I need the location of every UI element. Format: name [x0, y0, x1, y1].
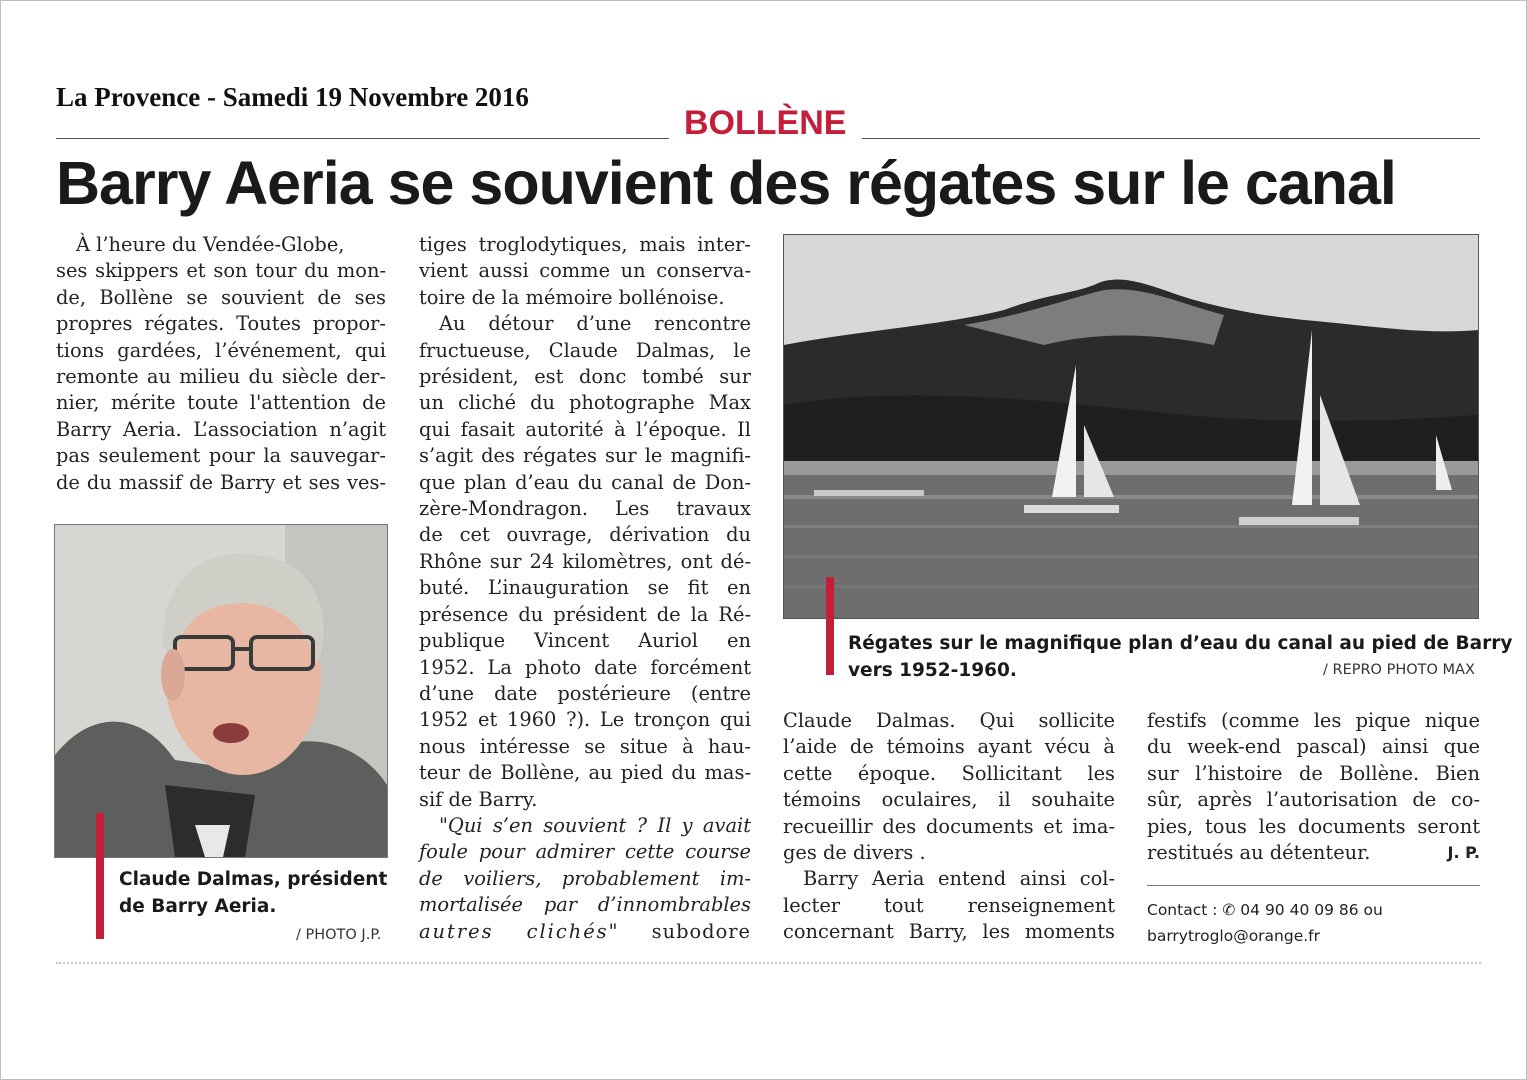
col2-line: toire de la mémoire bollénoise.	[419, 285, 725, 309]
col2-line: fructueuse, Claude Dalmas, le	[419, 338, 751, 362]
portrait-illustration	[55, 525, 387, 857]
photo-caption-line: vers 1952-1960.	[848, 660, 1017, 681]
col3-line: témoins oculaires, il souhaite	[783, 788, 1115, 812]
col3-line: cette époque. Sollicitant les	[783, 761, 1115, 785]
col2-line: publique Vincent Auriol en	[419, 629, 751, 653]
col2-quote-line: foule pour admirer cette course	[419, 840, 751, 864]
col2-line: que plan d’eau du canal de Don-	[419, 470, 751, 494]
column-3	[783, 708, 1115, 946]
col2-line: s’agit des régates sur le magnifi-	[419, 444, 751, 468]
col1-line: pas seulement pour la sauvegar-	[56, 444, 386, 468]
col2-line: de cet ouvrage, dérivation du	[419, 523, 751, 547]
column-1	[56, 232, 386, 496]
column-4	[1147, 708, 1480, 866]
col2-line: qui fasait autorité à l’époque. Il	[419, 417, 751, 441]
col2-line: nous intéresse se situe à hau-	[419, 734, 751, 758]
col2-quote-line: mortalisée par d’innombrables	[419, 893, 751, 917]
contact-email: barrytroglo@orange.fr	[1147, 927, 1321, 945]
col2-line: zère-Mondragon. Les travaux	[419, 497, 751, 521]
col2-line: tiges troglodytiques, mais inter-	[419, 233, 751, 256]
col4-line: restitués au détenteur.	[1147, 841, 1371, 865]
column-2	[419, 232, 751, 945]
col2-line: 1952 et 1960 ?). Le tronçon qui	[419, 708, 751, 732]
section-label: BOLLÈNE	[684, 104, 847, 142]
header-rule-right	[862, 138, 1480, 139]
portrait-credit: / PHOTO J.P.	[296, 927, 382, 943]
col1-line: tions gardées, l’événement, qui	[56, 338, 386, 362]
col2-line: Au détour d’une rencontre	[439, 312, 751, 336]
col3-line: concernant Barry, les moments	[783, 920, 1115, 944]
col2-line: vient aussi comme un conserva-	[419, 259, 751, 283]
col2-quote-end: autres clichés"	[419, 919, 620, 943]
col1-line: À l’heure du Vendée-Globe,	[76, 233, 345, 256]
col3-line: Claude Dalmas. Qui sollicite	[783, 709, 1115, 732]
col2-line: d’une date postérieure (entre	[419, 681, 751, 705]
bottom-dotted-rule	[56, 962, 1481, 966]
col3-line: ges de divers .	[783, 841, 926, 865]
col2-line: Rhône sur 24 kilomètres, ont dé-	[419, 549, 751, 573]
col4-line: festifs (comme les pique nique	[1147, 709, 1480, 732]
col4-line: sûr, après l’autorisation de co-	[1147, 788, 1480, 812]
col4-line: sur l’histoire de Bollène. Bien	[1147, 761, 1480, 785]
contact-box	[1147, 897, 1487, 949]
col2-quote-line: de voiliers, probablement im-	[419, 866, 751, 890]
col2-last-line	[419, 919, 751, 945]
photo-caption-accent-bar	[826, 577, 834, 675]
header-rule-left	[56, 138, 669, 139]
photo-credit: / REPRO PHOTO MAX	[1323, 662, 1475, 678]
author-signature: J. P.	[1447, 843, 1480, 863]
col1-line: Barry Aeria. L’association n’agit	[56, 417, 386, 441]
col1-line: propres régates. Toutes propor-	[56, 312, 386, 336]
regatta-illustration	[784, 235, 1478, 618]
col2-line: buté. L’inauguration se fit en	[419, 576, 751, 600]
col4-line: du week-end pascal) ainsi que	[1147, 735, 1480, 759]
contact-phone: Contact : ✆ 04 90 40 09 86 ou	[1147, 901, 1383, 919]
col2-line: un cliché du photographe Max	[419, 391, 751, 415]
col1-line: de, Bollène se souvient de ses	[56, 285, 386, 309]
portrait-caption: Claude Dalmas, président de Barry Aeria.	[119, 869, 388, 917]
col1-line: de du massif de Barry et ses ves-	[56, 470, 386, 494]
col3-line: recueillir des documents et ima-	[783, 814, 1115, 838]
caption-accent-bar	[96, 813, 104, 939]
col2-line: sif de Barry.	[419, 787, 538, 811]
col2-quote-line: "Qui s’en souvient ? Il y avait	[439, 813, 751, 837]
photo-caption-line: Régates sur le magnifique plan d’eau du canal au pied de Barry	[848, 633, 1513, 654]
col3-line: Barry Aeria entend ainsi col-	[803, 867, 1115, 891]
col1-line: ses skippers et son tour du mon-	[56, 259, 386, 283]
col2-line: président, est donc tombé sur	[419, 365, 751, 389]
headline: Barry Aeria se souvient des régates sur le canal	[56, 149, 1396, 217]
col2-last-rest: subodore	[619, 919, 751, 943]
col1-line: nier, mérite toute l'attention de	[56, 391, 386, 415]
col3-line: lecter tout renseignement	[783, 893, 1115, 917]
col2-line: teur de Bollène, au pied du mas-	[419, 761, 751, 785]
col2-line: présence du président de la Ré-	[419, 602, 751, 626]
publication-line: La Provence - Samedi 19 Novembre 2016	[56, 82, 529, 112]
col1-line: remonte au milieu du siècle der-	[56, 365, 386, 389]
col3-line: l’aide de témoins ayant vécu à	[783, 735, 1115, 759]
contact-rule	[1147, 885, 1480, 886]
col4-last-line	[1147, 840, 1480, 866]
regatta-photo	[783, 234, 1479, 619]
portrait-photo	[54, 524, 388, 858]
col2-line: 1952. La photo date forcément	[419, 655, 751, 679]
col4-line: pies, tous les documents seront	[1147, 814, 1480, 838]
